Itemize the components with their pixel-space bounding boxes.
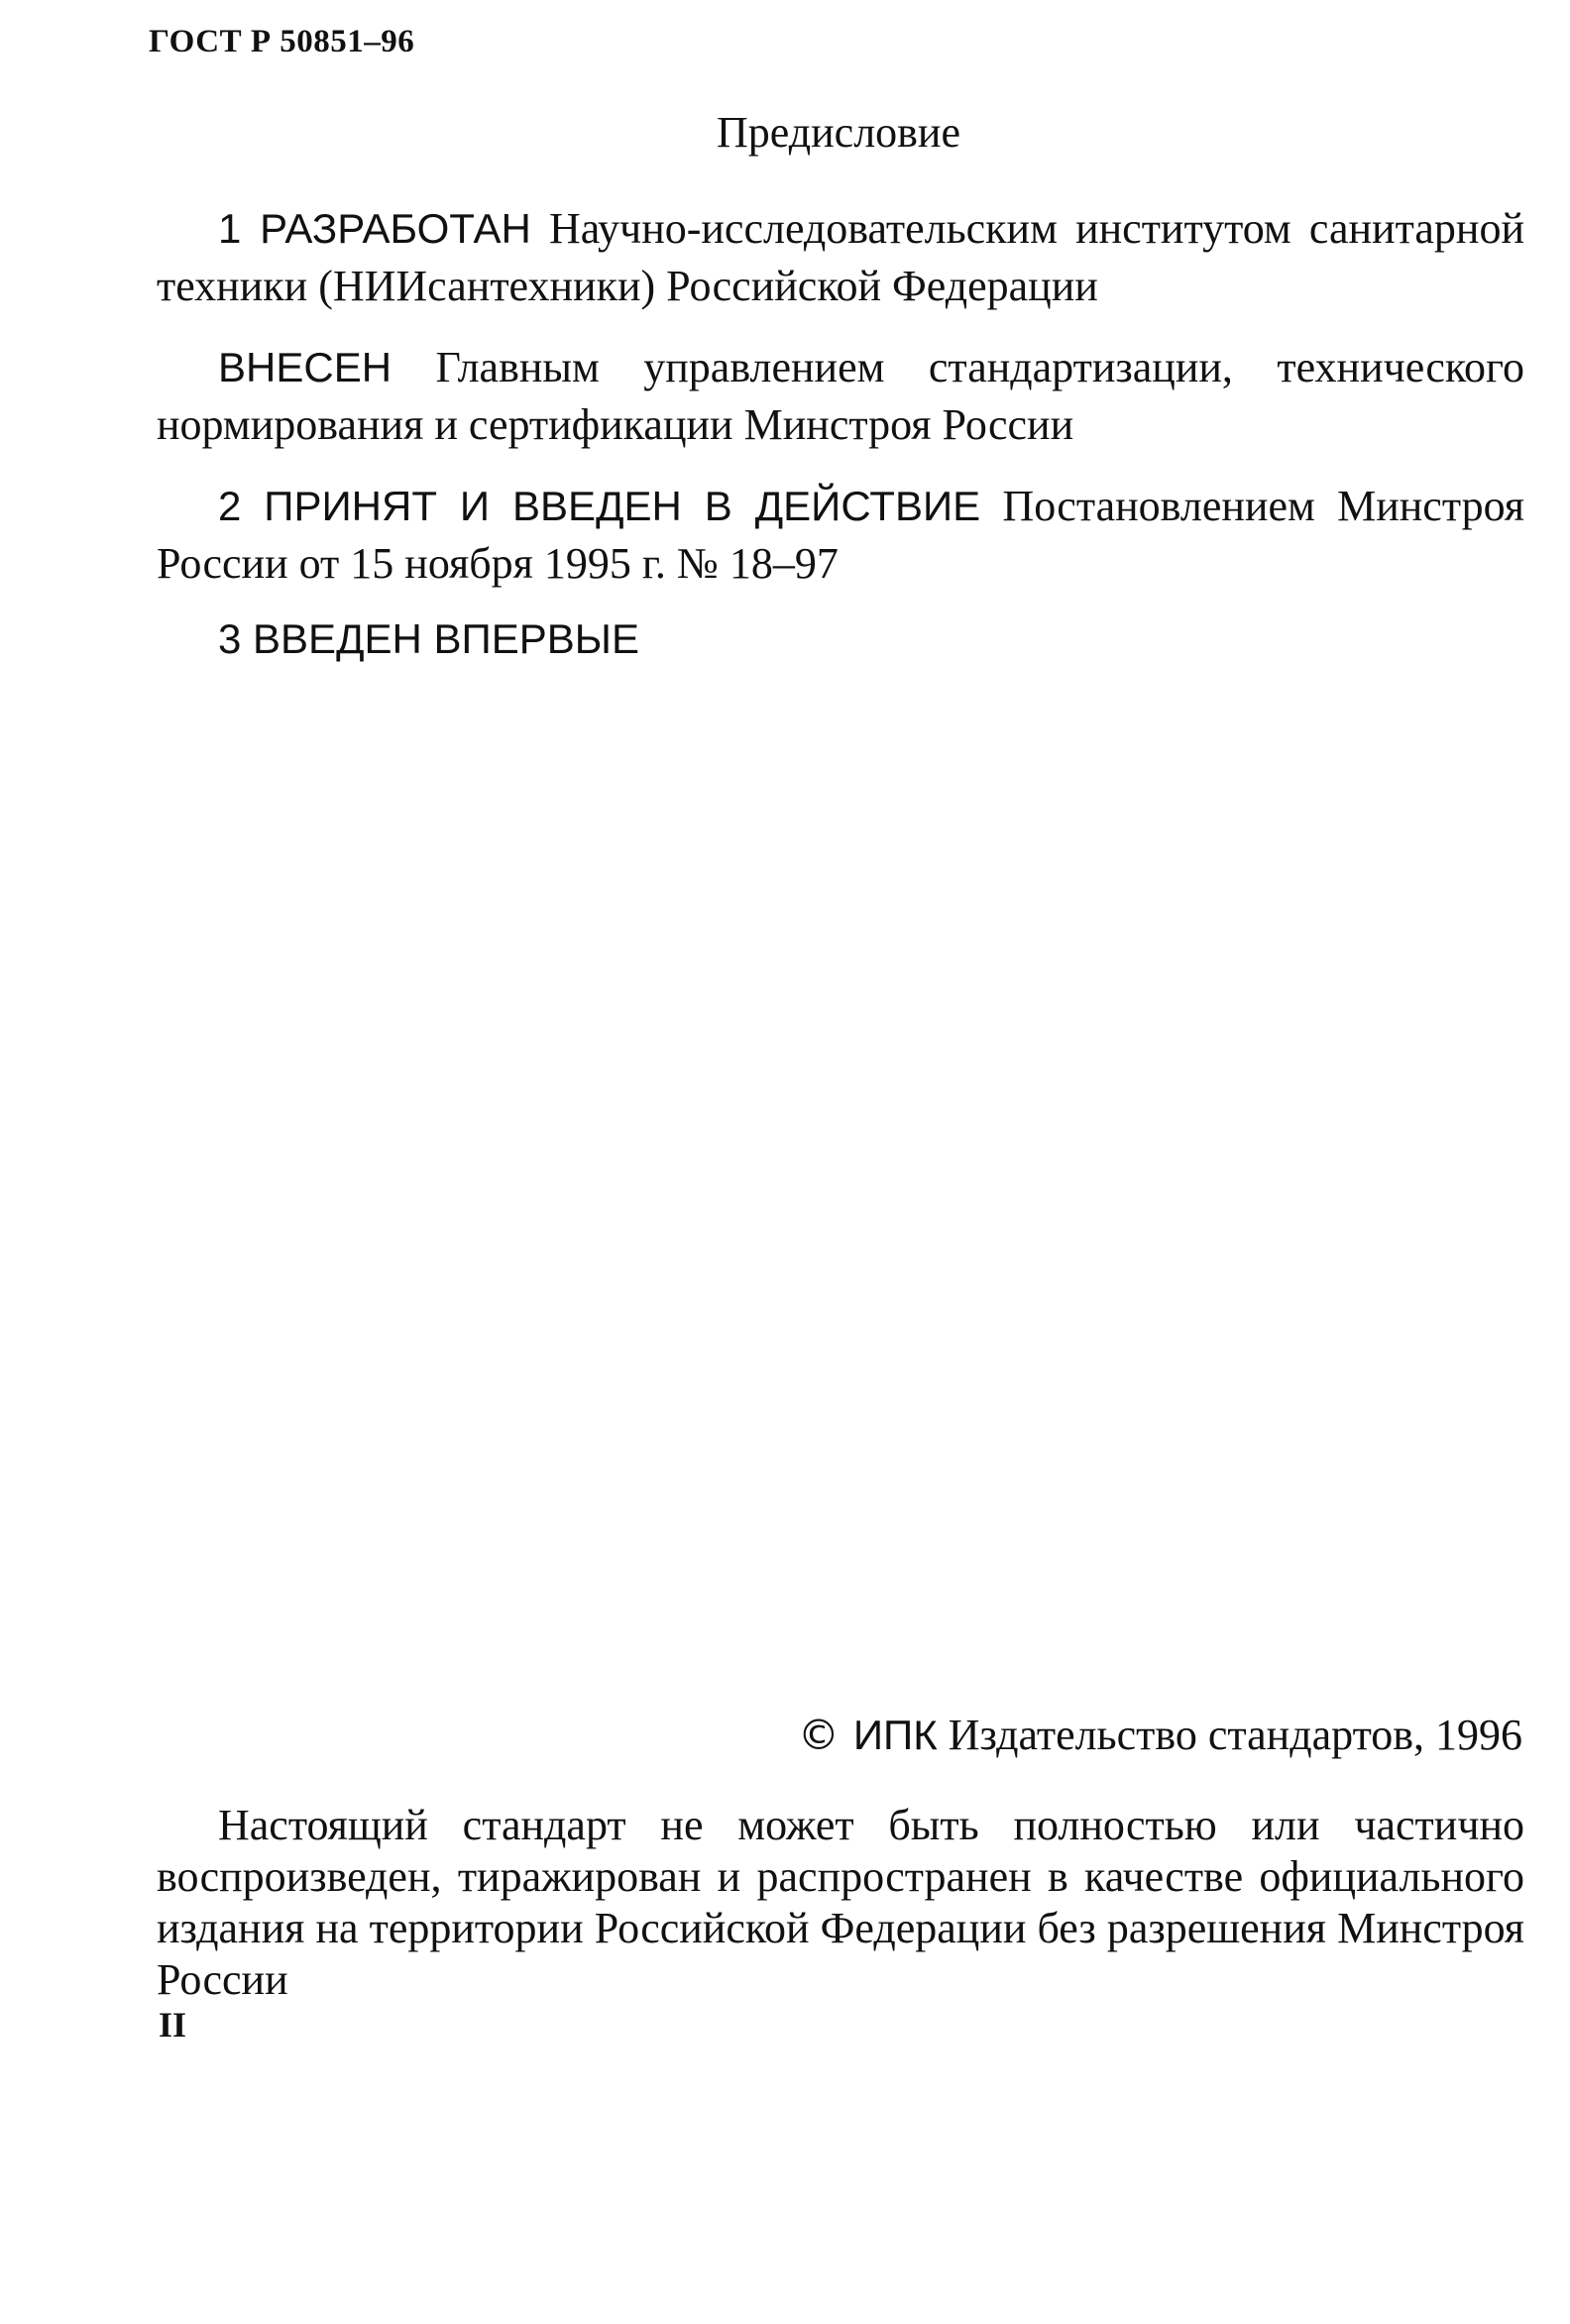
preface-item-lead: ВНЕСЕН xyxy=(218,344,392,390)
preface-item-text: Главным управлением стандартизации, технического нормирования и сертификации Минстроя России xyxy=(157,343,1524,449)
copyright-line xyxy=(798,1710,1522,1760)
preface-item-lead: 2 ПРИНЯТ И ВВЕДЕН В ДЕЙСТВИЕ xyxy=(218,483,981,529)
preface-item-text: Постановлением Минстроя России от 15 ноября 1995 г. № 18–97 xyxy=(157,482,1524,588)
preface-item-text: Научно-исследовательским институтом санитарной техники (НИИсантехники) Российской Федерации xyxy=(157,204,1524,310)
preface-item-developed xyxy=(157,200,1524,315)
preface-item-submitted xyxy=(157,339,1524,454)
copyright-icon: © xyxy=(797,1711,840,1759)
reproduction-notice xyxy=(157,1800,1524,2006)
copyright-publisher-rest: Издательство стандартов, 1996 xyxy=(937,1711,1522,1759)
preface-title: Предисловие xyxy=(717,108,960,157)
preface-item-lead: 3 ВВЕДЕН ВПЕРВЫЕ xyxy=(218,615,639,662)
preface-item-lead: 1 РАЗРАБОТАН xyxy=(218,205,531,252)
reproduction-notice-text: Настоящий стандарт не может быть полностью или частично воспроизведен, тиражирован и распространен в качестве официального издания на территории Российской Федерации без разрешения Минстроя России xyxy=(157,1801,1524,2004)
preface-item-adopted xyxy=(157,478,1524,593)
preface-item-first-introduced xyxy=(157,610,1524,668)
standard-code: ГОСТ Р 50851–96 xyxy=(149,24,415,59)
copyright-publisher-short: ИПК xyxy=(852,1712,938,1758)
page-number: II xyxy=(159,2005,187,2045)
